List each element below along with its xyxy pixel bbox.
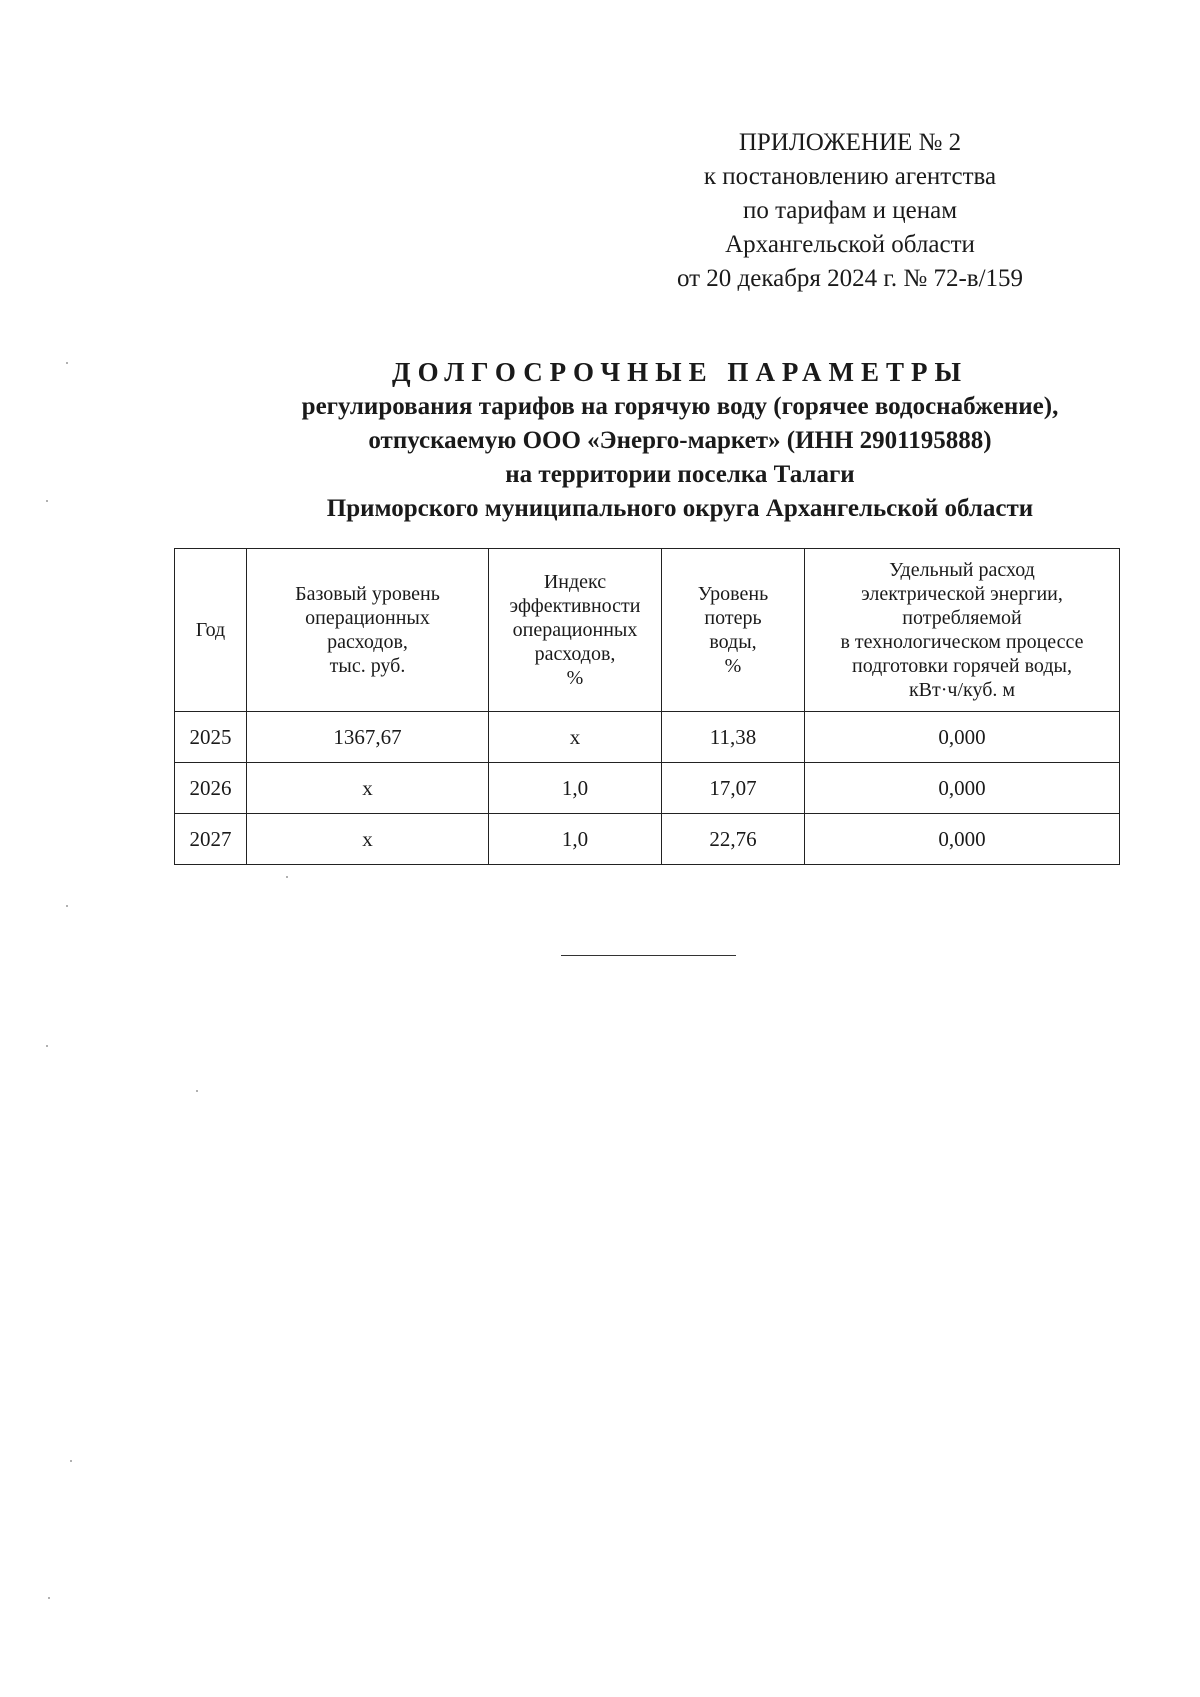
appendix-number: ПРИЛОЖЕНИЕ № 2	[738, 129, 962, 156]
cell-water-loss: 17,07	[662, 763, 805, 814]
header-efficiency-index: Индекс эффективности операционных расходов, %	[489, 549, 662, 712]
table-header-row	[175, 549, 1120, 712]
parameters-table	[174, 548, 1120, 865]
title-line: Приморского муниципального округа Архангельской области	[326, 495, 1034, 522]
scan-speck	[196, 1090, 198, 1092]
scan-speck	[46, 1045, 48, 1047]
cell-water-loss: 11,38	[662, 712, 805, 763]
appendix-line: Архангельской области	[725, 231, 975, 258]
cell-water-loss: 22,76	[662, 814, 805, 865]
appendix-line: по тарифам и ценам	[742, 197, 958, 224]
table-row	[175, 763, 1120, 814]
closing-divider	[561, 955, 736, 956]
header-water-loss: Уровень потерь воды, %	[662, 549, 805, 712]
cell-energy-consumption: 0,000	[805, 763, 1120, 814]
title-line: регулирования тарифов на горячую воду (горячее водоснабжение),	[301, 393, 1059, 420]
cell-year: 2025	[175, 712, 247, 763]
appendix-header	[600, 126, 1100, 296]
cell-year: 2027	[175, 814, 247, 865]
cell-efficiency-index: 1,0	[489, 814, 662, 865]
cell-energy-consumption: 0,000	[805, 712, 1120, 763]
title-line: на территории поселка Талаги	[505, 461, 855, 488]
title-main: ДОЛГОСРОЧНЫЕ ПАРАМЕТРЫ	[392, 357, 968, 387]
cell-base-opex: x	[247, 814, 489, 865]
appendix-line: к постановлению агентства	[703, 163, 997, 190]
scan-speck	[48, 1597, 50, 1599]
appendix-date-line: от 20 декабря 2024 г. № 72-в/159	[676, 265, 1024, 292]
cell-year: 2026	[175, 763, 247, 814]
scan-speck	[46, 500, 48, 502]
scan-speck	[66, 905, 68, 907]
cell-base-opex: x	[247, 763, 489, 814]
header-year: Год	[175, 549, 247, 712]
title-line: отпускаемую ООО «Энерго-маркет» (ИНН 2901195888)	[368, 427, 992, 454]
table-row	[175, 814, 1120, 865]
cell-energy-consumption: 0,000	[805, 814, 1120, 865]
scan-speck	[70, 1460, 72, 1462]
cell-efficiency-index: 1,0	[489, 763, 662, 814]
scan-speck	[66, 362, 68, 364]
document-title	[100, 354, 1200, 526]
cell-efficiency-index: x	[489, 712, 662, 763]
header-energy-consumption: Удельный расход электрической энергии, потребляемой в технологическом процессе подготовки горячей воды, кВт·ч/куб. м	[805, 549, 1120, 712]
scan-speck	[286, 876, 288, 878]
header-base-opex: Базовый уровень операционных расходов, тыс. руб.	[247, 549, 489, 712]
cell-base-opex: 1367,67	[247, 712, 489, 763]
table-row	[175, 712, 1120, 763]
